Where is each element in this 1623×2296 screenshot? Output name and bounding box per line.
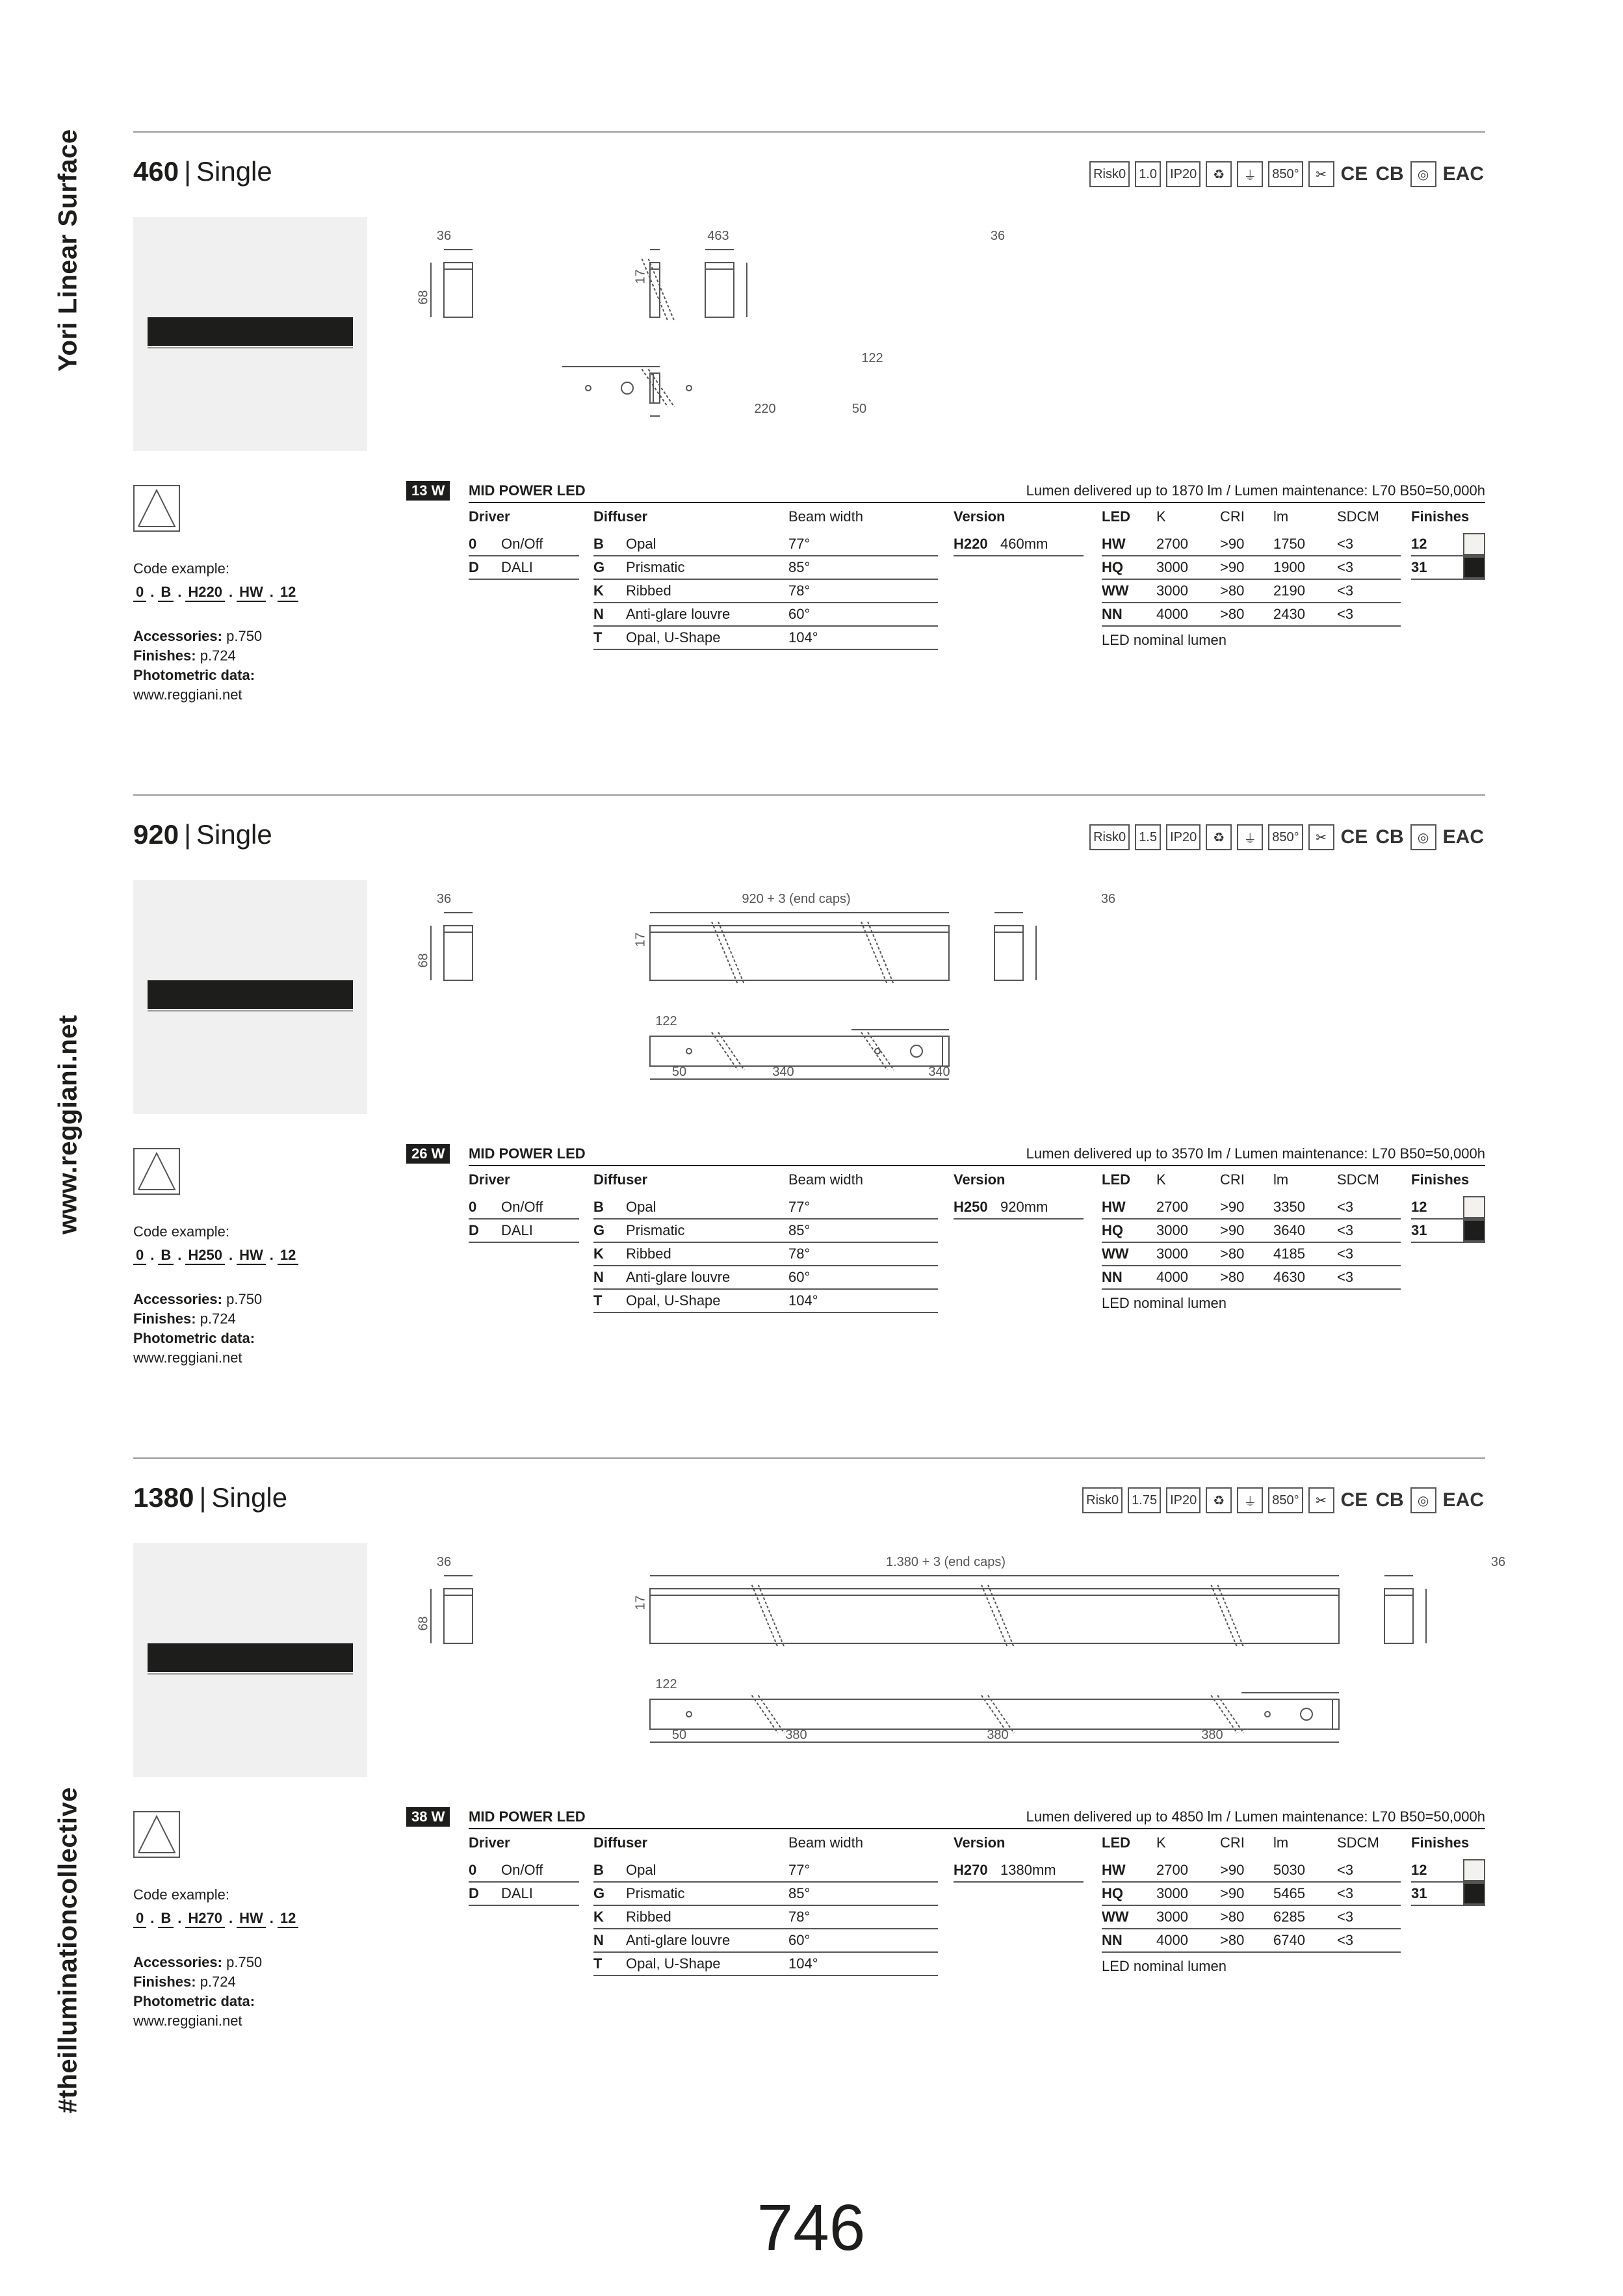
cert-icon: ♻ — [1206, 824, 1232, 850]
cert-icon: ⏚ — [1237, 1487, 1263, 1513]
led-column: LED K CRI lm SDCM HW 2700 >90 1750 <3 HQ 3000 >90 1900 <3 WW 3000 >80 2190 <3 NN 4000 >80 2430 <3 LED nominal lumen — [1102, 508, 1401, 649]
dimension-label: 36 — [1490, 1555, 1506, 1569]
finish-swatch — [1463, 1196, 1485, 1218]
cert-icon: Risk0 — [1082, 1487, 1123, 1513]
version-row: H220 460mm — [954, 533, 1084, 556]
product-title: 460 | Single — [133, 156, 272, 187]
finish-row: 12 — [1411, 1196, 1485, 1220]
led-note: LED nominal lumen — [1102, 1958, 1227, 1974]
dimension-label: 380 — [785, 1728, 807, 1742]
diffuser-row: B Opal 77° — [593, 533, 938, 556]
version-row: H270 1380mm — [954, 1859, 1084, 1883]
side-text-1: Yori Linear Surface — [53, 129, 83, 372]
product-section — [133, 794, 1485, 1444]
finish-swatch — [1463, 1883, 1485, 1905]
code-example — [133, 1910, 298, 1928]
diffuser-row: T Opal, U-Shape 104° — [593, 627, 938, 650]
led-row: HQ 3000 >90 5465 <3 — [1102, 1883, 1401, 1906]
cert-icon: IP20 — [1166, 161, 1201, 187]
code-part: B — [158, 584, 174, 602]
code-part: HW — [237, 584, 266, 602]
finish-swatch — [1463, 533, 1485, 555]
finishes-column: Finishes 12 31 — [1411, 1834, 1485, 1906]
references: Accessories: p.750 Finishes: p.724 Photometric data: www.reggiani.net — [133, 1954, 263, 2029]
header-rule — [469, 1165, 1485, 1166]
references: Accessories: p.750 Finishes: p.724 Photometric data: www.reggiani.net — [133, 1291, 263, 1366]
driver-column: Driver 0 On/Off D DALI — [469, 1834, 579, 1906]
finish-swatch — [1463, 1220, 1485, 1242]
diffuser-row: K Ribbed 78° — [593, 1243, 938, 1266]
led-row: WW 3000 >80 6285 <3 — [1102, 1906, 1401, 1929]
dimension-label: 380 — [987, 1728, 1009, 1742]
code-dot: . — [177, 1910, 182, 1926]
wattage-badge: 13 W — [406, 481, 450, 501]
driver-row: 0 On/Off — [469, 533, 579, 556]
led-note: LED nominal lumen — [1102, 1295, 1227, 1311]
code-dot: . — [150, 584, 155, 600]
driver-column: Driver 0 On/Off D DALI — [469, 1171, 579, 1243]
cert-icon: 1.75 — [1128, 1487, 1161, 1513]
code-dot: . — [177, 1247, 182, 1263]
product-section — [133, 131, 1485, 781]
led-row: HW 2700 >90 5030 <3 — [1102, 1859, 1401, 1883]
code-dot: . — [228, 1910, 233, 1926]
cert-icon: ♻ — [1206, 161, 1232, 187]
dimension-label: 50 — [671, 1728, 687, 1742]
led-row: HW 2700 >90 1750 <3 — [1102, 533, 1401, 556]
led-row: HQ 3000 >90 1900 <3 — [1102, 556, 1401, 580]
code-dot: . — [269, 584, 274, 600]
diffuser-column: Diffuser Beam width B Opal 77° G Prismatic 85° K Ribbed 78° N Anti-glare louvre 60° T Opal, U-Shape 104° — [593, 1834, 938, 1976]
diffuser-row: G Prismatic 85° — [593, 1220, 938, 1243]
cert-icon: Risk0 — [1089, 824, 1130, 850]
finish-swatch — [1463, 1859, 1485, 1881]
cert-icon: ◎ — [1410, 161, 1436, 187]
photometric-icon — [133, 1811, 180, 1858]
code-part: 0 — [133, 1910, 146, 1928]
diffuser-row: T Opal, U-Shape 104° — [593, 1953, 938, 1976]
header-rule — [469, 502, 1485, 503]
cert-icon: 1.5 — [1135, 824, 1161, 850]
diffuser-row: N Anti-glare louvre 60° — [593, 603, 938, 627]
certification-icons — [1082, 1487, 1485, 1513]
version-column: Version H250 920mm — [954, 1171, 1084, 1220]
cert-icon: CE — [1340, 163, 1368, 185]
cert-icon: IP20 — [1166, 824, 1201, 850]
led-row: NN 4000 >80 4630 <3 — [1102, 1266, 1401, 1290]
technical-drawing — [393, 880, 1485, 1121]
code-dot: . — [150, 1910, 155, 1926]
driver-row: D DALI — [469, 556, 579, 580]
lumen-info: Lumen delivered up to 1870 lm / Lumen maintenance: L70 B50=50,000h — [1026, 482, 1485, 499]
technical-drawing — [393, 1543, 1506, 1784]
technical-drawing — [393, 217, 1485, 458]
dimension-label: 36 — [1100, 892, 1116, 906]
cert-icon: ✂ — [1308, 161, 1334, 187]
code-dot: . — [228, 584, 233, 600]
cert-icon: ⏚ — [1237, 824, 1263, 850]
page-number: 746 — [757, 2191, 866, 2264]
cert-icon: Risk0 — [1089, 161, 1130, 187]
certification-icons — [1089, 161, 1485, 187]
led-type: MID POWER LED — [469, 482, 586, 499]
led-note: LED nominal lumen — [1102, 632, 1227, 648]
led-column: LED K CRI lm SDCM HW 2700 >90 5030 <3 HQ 3000 >90 5465 <3 WW 3000 >80 6285 <3 NN 4000 >80 6740 <3 LED nominal lumen — [1102, 1834, 1401, 1975]
finish-row: 12 — [1411, 1859, 1485, 1883]
diffuser-row: K Ribbed 78° — [593, 1906, 938, 1929]
diffuser-row: B Opal 77° — [593, 1196, 938, 1220]
product-photo — [133, 1543, 367, 1777]
diffuser-row: G Prismatic 85° — [593, 556, 938, 580]
cert-icon: CB — [1375, 1489, 1404, 1511]
driver-row: 0 On/Off — [469, 1859, 579, 1883]
driver-row: D DALI — [469, 1220, 579, 1243]
dimension-label: 17 — [633, 1595, 648, 1610]
led-row: WW 3000 >80 2190 <3 — [1102, 580, 1401, 603]
lumen-info: Lumen delivered up to 4850 lm / Lumen maintenance: L70 B50=50,000h — [1026, 1808, 1485, 1825]
diffuser-row: N Anti-glare louvre 60° — [593, 1929, 938, 1953]
dimension-label: 463 — [707, 229, 729, 243]
led-column: LED K CRI lm SDCM HW 2700 >90 3350 <3 HQ 3000 >90 3640 <3 WW 3000 >80 4185 <3 NN 4000 >80 4630 <3 LED nominal lumen — [1102, 1171, 1401, 1312]
cert-icon: CE — [1340, 826, 1368, 848]
cert-icon: 850° — [1268, 1487, 1303, 1513]
code-part: HW — [237, 1910, 266, 1928]
led-type: MID POWER LED — [469, 1808, 586, 1825]
cert-icon: EAC — [1442, 1489, 1484, 1511]
code-example — [133, 584, 298, 602]
cert-icon: EAC — [1442, 826, 1484, 848]
product-drawing — [393, 880, 1485, 1121]
side-text-2: www.reggiani.net — [53, 1015, 83, 1234]
dimension-label: 220 — [754, 402, 776, 416]
product-drawing — [393, 1543, 1485, 1784]
dimension-label: 122 — [655, 1014, 677, 1028]
dimension-label: 68 — [416, 1616, 431, 1631]
driver-row: D DALI — [469, 1883, 579, 1906]
product-photo — [133, 880, 367, 1114]
diffuser-row: G Prismatic 85° — [593, 1883, 938, 1906]
code-dot: . — [228, 1247, 233, 1263]
cert-icon: IP20 — [1166, 1487, 1201, 1513]
cert-icon: CB — [1375, 163, 1404, 185]
finish-row: 31 — [1411, 1220, 1485, 1243]
code-example-label: Code example: — [133, 560, 229, 577]
led-row: HQ 3000 >90 3640 <3 — [1102, 1220, 1401, 1243]
finishes-column: Finishes 12 31 — [1411, 1171, 1485, 1243]
product-photo — [133, 217, 367, 451]
version-column: Version H220 460mm — [954, 508, 1084, 556]
cert-icon: ✂ — [1308, 1487, 1334, 1513]
section-rule — [133, 131, 1485, 133]
photometric-icon — [133, 1148, 180, 1195]
code-part: H270 — [185, 1910, 225, 1928]
product-drawing — [393, 217, 1485, 458]
code-dot: . — [269, 1247, 274, 1263]
led-row: NN 4000 >80 6740 <3 — [1102, 1929, 1401, 1953]
wattage-badge: 26 W — [406, 1144, 450, 1164]
dimension-label: 380 — [1201, 1728, 1223, 1742]
code-part: 0 — [133, 1247, 146, 1265]
cert-icon: ◎ — [1410, 1487, 1436, 1513]
cert-icon: CE — [1340, 1489, 1368, 1511]
finish-row: 12 — [1411, 533, 1485, 556]
product-section — [133, 1457, 1506, 2107]
dimension-label: 68 — [416, 953, 431, 968]
dimension-label: 340 — [928, 1065, 950, 1079]
code-dot: . — [177, 584, 182, 600]
finish-row: 31 — [1411, 1883, 1485, 1906]
code-part: B — [158, 1910, 174, 1928]
dimension-label: 50 — [851, 402, 867, 416]
finish-swatch — [1463, 556, 1485, 579]
version-row: H250 920mm — [954, 1196, 1084, 1220]
dimension-label: 122 — [861, 351, 883, 365]
cert-icon: ◎ — [1410, 824, 1436, 850]
driver-row: 0 On/Off — [469, 1196, 579, 1220]
led-row: HW 2700 >90 3350 <3 — [1102, 1196, 1401, 1220]
section-rule — [133, 794, 1485, 796]
dimension-label: 36 — [990, 229, 1006, 243]
dimension-label: 50 — [671, 1065, 687, 1079]
dimension-label: 36 — [436, 1555, 452, 1569]
finish-row: 31 — [1411, 556, 1485, 580]
code-part: B — [158, 1247, 174, 1265]
dimension-label: 17 — [633, 932, 648, 947]
lumen-info: Lumen delivered up to 3570 lm / Lumen maintenance: L70 B50=50,000h — [1026, 1145, 1485, 1162]
side-text-3: #theilluminationcollective — [53, 1786, 83, 2114]
cert-icon: ⏚ — [1237, 161, 1263, 187]
cert-icon: 850° — [1268, 824, 1303, 850]
dimension-label: 17 — [633, 269, 648, 284]
product-title: 1380 | Single — [133, 1482, 288, 1513]
version-column: Version H270 1380mm — [954, 1834, 1084, 1883]
cert-icon: EAC — [1442, 163, 1484, 185]
cert-icon: ♻ — [1206, 1487, 1232, 1513]
dimension-label: 36 — [436, 892, 452, 906]
led-row: NN 4000 >80 2430 <3 — [1102, 603, 1401, 627]
dimension-label: 36 — [436, 229, 452, 243]
cert-icon: CB — [1375, 826, 1404, 848]
diffuser-column: Diffuser Beam width B Opal 77° G Prismatic 85° K Ribbed 78° N Anti-glare louvre 60° T Opal, U-Shape 104° — [593, 1171, 938, 1313]
cert-icon: 1.0 — [1135, 161, 1161, 187]
dimension-label: 68 — [416, 290, 431, 305]
dimension-label: 1.380 + 3 (end caps) — [885, 1555, 1006, 1569]
led-row: WW 3000 >80 4185 <3 — [1102, 1243, 1401, 1266]
dimension-label: 920 + 3 (end caps) — [742, 892, 851, 906]
code-part: 12 — [278, 584, 298, 602]
cert-icon: 850° — [1268, 161, 1303, 187]
dimension-label: 340 — [772, 1065, 794, 1079]
section-rule — [133, 1457, 1485, 1459]
code-example-label: Code example: — [133, 1886, 229, 1903]
dimension-label: 122 — [655, 1677, 677, 1691]
code-example-label: Code example: — [133, 1223, 229, 1240]
references: Accessories: p.750 Finishes: p.724 Photometric data: www.reggiani.net — [133, 628, 263, 703]
photometric-icon — [133, 485, 180, 532]
diffuser-row: T Opal, U-Shape 104° — [593, 1290, 938, 1313]
certification-icons — [1089, 824, 1485, 850]
product-title: 920 | Single — [133, 819, 272, 850]
code-part: 12 — [278, 1247, 298, 1265]
code-dot: . — [269, 1910, 274, 1926]
diffuser-row: B Opal 77° — [593, 1859, 938, 1883]
diffuser-row: K Ribbed 78° — [593, 580, 938, 603]
code-dot: . — [150, 1247, 155, 1263]
cert-icon: ✂ — [1308, 824, 1334, 850]
driver-column: Driver 0 On/Off D DALI — [469, 508, 579, 580]
code-part: 0 — [133, 584, 146, 602]
code-part: H250 — [185, 1247, 225, 1265]
code-part: H220 — [185, 584, 225, 602]
finishes-column: Finishes 12 31 — [1411, 508, 1485, 580]
header-rule — [469, 1828, 1485, 1829]
wattage-badge: 38 W — [406, 1807, 450, 1827]
code-part: 12 — [278, 1910, 298, 1928]
led-type: MID POWER LED — [469, 1145, 586, 1162]
diffuser-column: Diffuser Beam width B Opal 77° G Prismatic 85° K Ribbed 78° N Anti-glare louvre 60° T Opal, U-Shape 104° — [593, 508, 938, 650]
code-example — [133, 1247, 298, 1265]
diffuser-row: N Anti-glare louvre 60° — [593, 1266, 938, 1290]
code-part: HW — [237, 1247, 266, 1265]
